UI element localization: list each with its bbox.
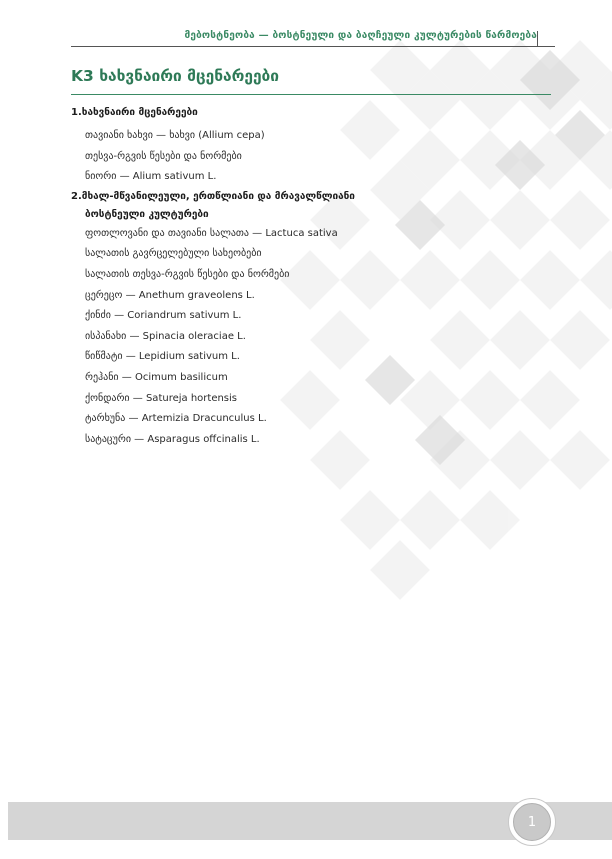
list-item: რეჰანი — Ocimum basilicum [85, 371, 228, 383]
list-item: ნიორი — Alium sativum L. [85, 171, 217, 183]
running-header: მებოსტნეობა — ბოსტნეული და ბაღჩეული კულტურების წარმოება [184, 30, 537, 41]
header-tick-divider [537, 31, 538, 47]
list-item: ისპანახი — Spinacia oleraciae L. [85, 330, 246, 342]
section-heading [71, 188, 451, 224]
section-heading [71, 104, 451, 122]
section-rule [71, 94, 551, 95]
page-number: 1 [513, 803, 551, 841]
header-rule [71, 46, 555, 47]
list-item: სატაცური — Asparagus offcinalis L. [85, 433, 260, 445]
list-item: ფოთლოვანი და თავიანი სალათა — Lactuca sativa [85, 227, 338, 239]
table-of-contents [71, 104, 451, 450]
section-heading-line: ბოსტნეული კულტურები [85, 208, 209, 220]
section-heading-line: 1.ხახვნაირი მცენარეები [71, 107, 198, 118]
list-item: სალათის თესვა-რგვის წესები და ნორმები [85, 268, 290, 280]
list-item: ქინძი — Coriandrum sativum L. [85, 310, 242, 322]
list-item: ქონდარი — Satureja hortensis [85, 392, 238, 404]
page-number-badge [508, 798, 556, 846]
list-item: თავიანი ხახვი — ხახვი (Allium cepa) [85, 130, 265, 141]
list-item: სალათის გავრცელებული სახეობები [85, 248, 262, 260]
section-title: K3 ხახვნაირი მცენარეები [71, 67, 280, 85]
list-item: თესვა-რგვის წესები და ნორმები [85, 150, 242, 162]
list-item: წიწმატი — Lepidium sativum L. [85, 351, 240, 363]
list-item: ტარხუნა — Artemizia Dracunculus L. [85, 413, 267, 425]
list-item: ცერეცო — Anethum graveolens L. [85, 289, 255, 301]
section-heading-line: 2.მხალ-მწვანილეული, ერთწლიანი და მრავალწლიანი [71, 190, 355, 202]
